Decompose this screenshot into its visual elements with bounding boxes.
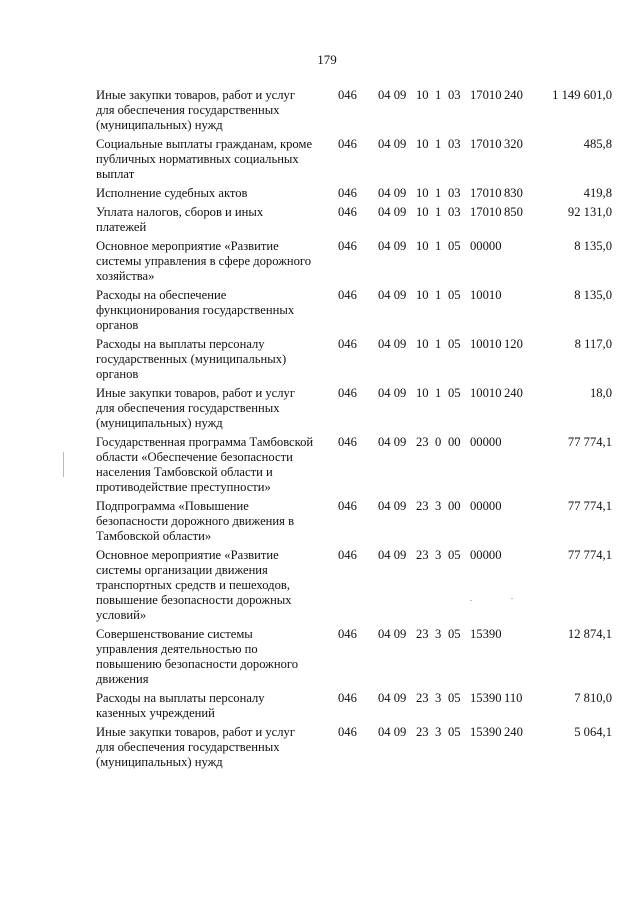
- main-event-code: 05: [448, 548, 461, 562]
- section-code: 04 09: [378, 435, 407, 449]
- section-code: 04 09: [378, 627, 407, 641]
- program-code: 23: [416, 691, 429, 705]
- row-name: Подпрограмма «Повышение безопасности дорожного движения в Тамбовской области»: [96, 499, 295, 543]
- table-row: [96, 386, 612, 431]
- expense-direction-code: 10010: [470, 386, 502, 400]
- program-code: 10: [416, 239, 429, 253]
- table-row: [96, 88, 612, 133]
- admin-code: 046: [338, 627, 357, 641]
- amount: 1 149 601,0: [552, 88, 612, 102]
- program-code: 23: [416, 499, 429, 513]
- subprogram-code: 1: [435, 137, 442, 151]
- section-code: 04 09: [378, 691, 407, 705]
- row-name: Расходы на обеспечение функционирования государственных органов: [96, 288, 295, 332]
- row-name: Иные закупки товаров, работ и услуг для обеспечения государственных (муниципальных) нужд: [96, 386, 296, 430]
- table-row: [96, 691, 612, 721]
- amount: 5 064,1: [574, 725, 612, 739]
- program-code: 23: [416, 725, 429, 739]
- admin-code: 046: [338, 137, 357, 151]
- main-event-code: 03: [448, 205, 461, 219]
- subprogram-code: 1: [435, 186, 442, 200]
- program-code: 10: [416, 205, 429, 219]
- main-event-code: 05: [448, 725, 461, 739]
- table-row: [96, 186, 612, 201]
- main-event-code: 03: [448, 186, 461, 200]
- section-code: 04 09: [378, 386, 407, 400]
- main-event-code: 05: [448, 691, 461, 705]
- program-code: 10: [416, 88, 429, 102]
- program-code: 10: [416, 337, 429, 351]
- section-code: 04 09: [378, 499, 407, 513]
- expense-type-code: 830: [504, 186, 523, 200]
- row-name: Основное мероприятие «Развитие системы организации движения транспортных средств и пешеходов, повышение безопасности дорожных условий»: [96, 548, 292, 622]
- expense-direction-code: 15390: [470, 627, 502, 641]
- expense-direction-code: 17010: [470, 205, 502, 219]
- page-number: 179: [317, 52, 337, 67]
- main-event-code: 03: [448, 88, 461, 102]
- section-code: 04 09: [378, 205, 407, 219]
- amount: 485,8: [583, 137, 612, 151]
- scan-margin-mark: [63, 452, 64, 477]
- admin-code: 046: [338, 239, 357, 253]
- amount: 18,0: [589, 386, 612, 400]
- expense-direction-code: 00000: [470, 239, 502, 253]
- subprogram-code: 1: [435, 288, 442, 302]
- expense-direction-code: 00000: [470, 548, 502, 562]
- table-row: [96, 239, 612, 284]
- admin-code: 046: [338, 548, 357, 562]
- expense-direction-code: 10010: [470, 288, 502, 302]
- expense-type-code: 240: [504, 725, 523, 739]
- amount: 8 135,0: [574, 288, 612, 302]
- main-event-code: 00: [448, 499, 461, 513]
- main-event-code: 05: [448, 627, 461, 641]
- admin-code: 046: [338, 435, 357, 449]
- admin-code: 046: [338, 337, 357, 351]
- row-name: Основное мероприятие «Развитие системы управления в сфере дорожного хозяйства»: [96, 239, 312, 283]
- amount: 92 131,0: [567, 205, 612, 219]
- subprogram-code: 1: [435, 386, 442, 400]
- subprogram-code: 3: [435, 548, 442, 562]
- main-event-code: 05: [448, 239, 461, 253]
- expense-direction-code: 00000: [470, 499, 502, 513]
- program-code: 10: [416, 386, 429, 400]
- amount: 77 774,1: [567, 499, 612, 513]
- expense-direction-code: 17010: [470, 186, 502, 200]
- table-row: [96, 548, 612, 623]
- program-code: 23: [416, 435, 429, 449]
- row-name: Государственная программа Тамбовской области «Обеспечение безопасности населения Тамбовской области и противодействие преступности»: [96, 435, 314, 494]
- amount: 419,8: [583, 186, 612, 200]
- amount: 77 774,1: [567, 435, 612, 449]
- section-code: 04 09: [378, 88, 407, 102]
- program-code: 23: [416, 548, 429, 562]
- main-event-code: 00: [448, 435, 461, 449]
- row-name: Исполнение судебных актов: [96, 186, 248, 200]
- expense-direction-code: 17010: [470, 88, 502, 102]
- main-event-code: 03: [448, 137, 461, 151]
- row-name: Расходы на выплаты персоналу казенных учреждений: [96, 691, 265, 720]
- admin-code: 046: [338, 88, 357, 102]
- main-event-code: 05: [448, 288, 461, 302]
- section-code: 04 09: [378, 137, 407, 151]
- section-code: 04 09: [378, 186, 407, 200]
- expense-type-code: 240: [504, 386, 523, 400]
- section-code: 04 09: [378, 725, 407, 739]
- section-code: 04 09: [378, 337, 407, 351]
- table-row: [96, 627, 612, 687]
- main-event-code: 05: [448, 386, 461, 400]
- budget-table: [96, 88, 612, 774]
- table-row: [96, 137, 612, 182]
- table-row: [96, 205, 612, 235]
- admin-code: 046: [338, 205, 357, 219]
- amount: 12 874,1: [567, 627, 612, 641]
- amount: 7 810,0: [574, 691, 612, 705]
- row-name: Иные закупки товаров, работ и услуг для обеспечения государственных (муниципальных) нужд: [96, 88, 296, 132]
- subprogram-code: 0: [435, 435, 442, 449]
- admin-code: 046: [338, 288, 357, 302]
- subprogram-code: 1: [435, 337, 442, 351]
- subprogram-code: 3: [435, 691, 442, 705]
- expense-type-code: 850: [504, 205, 523, 219]
- expense-type-code: 240: [504, 88, 523, 102]
- admin-code: 046: [338, 691, 357, 705]
- table-row: [96, 435, 612, 495]
- subprogram-code: 1: [435, 205, 442, 219]
- expense-direction-code: 15390: [470, 725, 502, 739]
- main-event-code: 05: [448, 337, 461, 351]
- program-code: 10: [416, 288, 429, 302]
- section-code: 04 09: [378, 239, 407, 253]
- row-name: Уплата налогов, сборов и иных платежей: [96, 205, 264, 234]
- expense-type-code: 320: [504, 137, 523, 151]
- program-code: 23: [416, 627, 429, 641]
- table-row: [96, 725, 612, 770]
- row-name: Расходы на выплаты персоналу государственных (муниципальных) органов: [96, 337, 287, 381]
- program-code: 10: [416, 137, 429, 151]
- row-name: Иные закупки товаров, работ и услуг для обеспечения государственных (муниципальных) нужд: [96, 725, 296, 769]
- expense-direction-code: 17010: [470, 137, 502, 151]
- subprogram-code: 1: [435, 239, 442, 253]
- table-row: [96, 499, 612, 544]
- row-name: Совершенствование системы управления деятельностью по повышению безопасности дорожного движения: [96, 627, 299, 686]
- admin-code: 046: [338, 386, 357, 400]
- admin-code: 046: [338, 186, 357, 200]
- amount: 8 117,0: [574, 337, 612, 351]
- expense-direction-code: 15390: [470, 691, 502, 705]
- subprogram-code: 3: [435, 499, 442, 513]
- row-name: Социальные выплаты гражданам, кроме публичных нормативных социальных выплат: [96, 137, 313, 181]
- table-row: [96, 337, 612, 382]
- section-code: 04 09: [378, 288, 407, 302]
- subprogram-code: 1: [435, 88, 442, 102]
- expense-type-code: 110: [504, 691, 523, 705]
- admin-code: 046: [338, 499, 357, 513]
- table-row: [96, 288, 612, 333]
- subprogram-code: 3: [435, 627, 442, 641]
- admin-code: 046: [338, 725, 357, 739]
- subprogram-code: 3: [435, 725, 442, 739]
- expense-type-code: 120: [504, 337, 523, 351]
- program-code: 10: [416, 186, 429, 200]
- section-code: 04 09: [378, 548, 407, 562]
- expense-direction-code: 00000: [470, 435, 502, 449]
- expense-direction-code: 10010: [470, 337, 502, 351]
- amount: 8 135,0: [574, 239, 612, 253]
- amount: 77 774,1: [567, 548, 612, 562]
